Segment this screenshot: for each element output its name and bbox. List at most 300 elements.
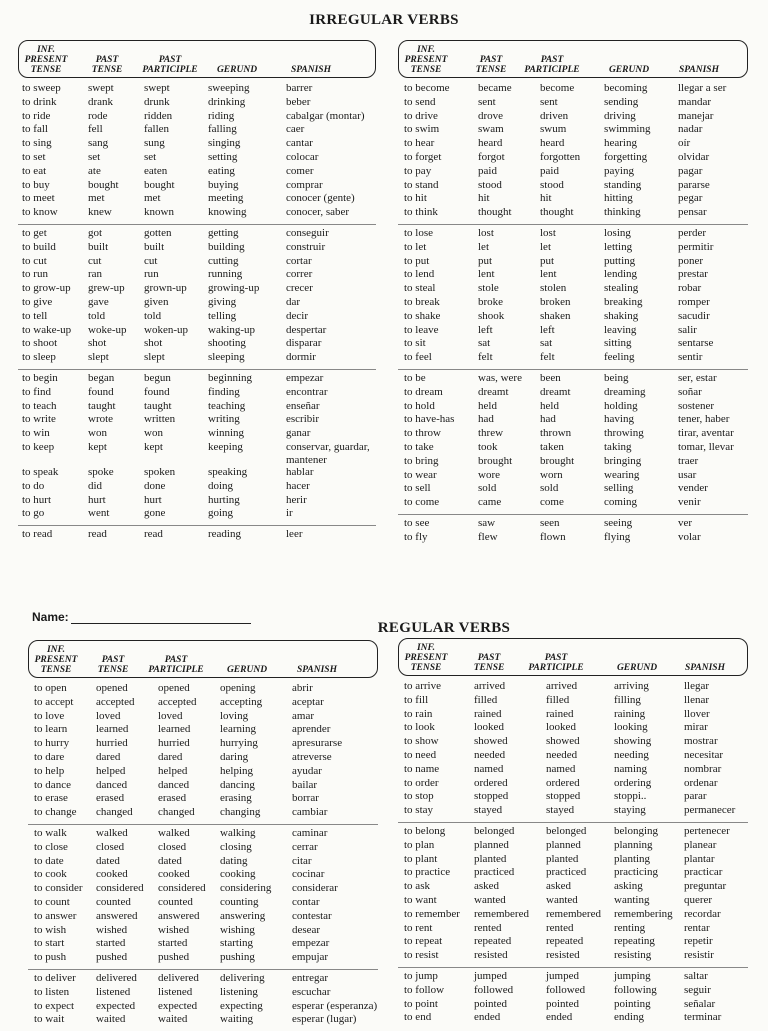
verb-spanish: esperar (esperanza): [292, 999, 378, 1012]
verb-infinitive: to love: [34, 709, 65, 722]
verb-past: was, were: [478, 371, 522, 384]
verb-past: found: [88, 385, 114, 398]
verb-gerund: setting: [208, 150, 238, 163]
verb-row: [18, 179, 376, 193]
verb-gerund: filling: [614, 693, 641, 706]
verb-infinitive: to speak: [22, 465, 59, 478]
verb-past: stayed: [474, 804, 503, 817]
header-inf: INF. PRESENT TENSE: [404, 45, 448, 75]
verb-spanish: empujar: [292, 951, 329, 964]
verb-gerund: breaking: [604, 295, 643, 308]
verb-infinitive: to accept: [34, 695, 74, 708]
verb-spanish: tomar, llevar: [678, 440, 734, 453]
verb-past: ate: [88, 164, 101, 177]
verb-participle: put: [540, 254, 555, 267]
verb-row: [398, 531, 748, 545]
verb-past: followed: [474, 983, 514, 996]
verb-gerund: buying: [208, 178, 239, 191]
verb-infinitive: to remember: [404, 907, 460, 920]
verb-row: [18, 466, 376, 480]
verb-row: [18, 192, 376, 206]
verb-spanish: nadar: [678, 123, 703, 136]
verb-participle: walked: [158, 826, 190, 839]
verb-row: [18, 372, 376, 386]
verb-spanish: llegar: [684, 680, 710, 692]
verb-gerund: drinking: [208, 95, 246, 108]
verb-infinitive: to think: [404, 206, 438, 219]
verb-participle: looked: [546, 721, 576, 734]
verb-groups: [398, 80, 748, 549]
verb-spanish: borrar: [292, 792, 319, 805]
verb-participle: sat: [540, 337, 553, 350]
verb-row: [398, 749, 748, 763]
verb-row: [18, 337, 376, 351]
verb-gerund: expecting: [220, 999, 263, 1012]
verb-group: [18, 80, 376, 225]
verb-row: [398, 455, 748, 469]
verb-participle: thrown: [540, 427, 572, 440]
verb-spanish: resistir: [684, 949, 714, 962]
verb-past: met: [88, 192, 105, 205]
verb-past: shook: [478, 309, 505, 322]
verb-infinitive: to drive: [404, 109, 438, 122]
verb-gerund: showing: [614, 735, 652, 748]
verb-infinitive: to have-has: [404, 413, 455, 426]
verb-spanish: cerrar: [292, 840, 318, 853]
verb-row: [18, 413, 376, 427]
verb-past: sent: [478, 95, 496, 108]
verb-gerund: asking: [614, 880, 643, 893]
verb-past: drank: [88, 95, 114, 108]
verb-row: [28, 1013, 378, 1027]
verb-participle: taken: [540, 440, 564, 453]
verb-participle: thought: [540, 206, 574, 219]
verb-spanish: beber: [286, 95, 311, 108]
verb-spanish: escuchar: [292, 985, 331, 998]
verb-spanish: caminar: [292, 826, 328, 839]
verb-past: lost: [478, 226, 494, 239]
verb-spanish: mirar: [684, 721, 708, 734]
verb-gerund: feeling: [604, 351, 635, 364]
verb-gerund: getting: [208, 226, 239, 239]
header-gerund: GERUND: [608, 65, 650, 75]
verb-infinitive: to show: [404, 735, 439, 748]
verb-participle: stood: [540, 178, 564, 191]
verb-infinitive: to set: [22, 150, 46, 163]
verb-past: hit: [478, 192, 490, 205]
verb-past: hurt: [88, 493, 106, 506]
verb-gerund: bringing: [604, 454, 642, 467]
verb-infinitive: to rain: [404, 707, 433, 720]
verb-gerund: closing: [220, 840, 252, 853]
verb-past: rented: [474, 921, 502, 934]
verb-spanish: cantar: [286, 137, 313, 150]
verb-gerund: daring: [220, 750, 249, 763]
verb-participle: sent: [540, 95, 558, 108]
verb-gerund: leaving: [604, 323, 637, 336]
verb-row: [18, 494, 376, 508]
verb-spanish: terminar: [684, 1011, 722, 1024]
verb-past: planned: [474, 838, 509, 851]
verb-participle: had: [540, 413, 556, 426]
verb-participle: spoken: [144, 465, 176, 478]
verb-gerund: singing: [208, 137, 241, 150]
verb-infinitive: to change: [34, 806, 77, 819]
verb-gerund: waking-up: [208, 323, 256, 336]
verb-row: [28, 937, 378, 951]
verb-participle: stolen: [540, 282, 567, 295]
header-gerund: GERUND: [216, 65, 258, 75]
verb-past: helped: [96, 764, 126, 777]
verb-infinitive: to open: [34, 682, 67, 694]
verb-gerund: cutting: [208, 254, 239, 267]
verb-infinitive: to write: [22, 413, 56, 426]
verb-row: [398, 110, 748, 124]
verb-past: came: [478, 496, 502, 509]
verb-spanish: poner: [678, 254, 704, 267]
verb-participle: rented: [546, 921, 574, 934]
verb-participle: danced: [158, 778, 190, 791]
verb-past: woke-up: [88, 323, 127, 336]
header-gerund: GERUND: [226, 665, 268, 675]
verb-infinitive: to walk: [34, 826, 67, 839]
verb-spanish: cambiar: [292, 806, 328, 819]
verb-gerund: helping: [220, 764, 253, 777]
verb-past: sat: [478, 337, 491, 350]
verb-gerund: letting: [604, 240, 633, 253]
verb-past: brought: [478, 454, 513, 467]
verb-spanish: apresurarse: [292, 737, 343, 750]
verb-gerund: putting: [604, 254, 636, 267]
verb-row: [398, 922, 748, 936]
verb-row: [28, 855, 378, 869]
verb-gerund: waiting: [220, 1013, 253, 1026]
verb-gerund: reading: [208, 528, 241, 541]
verb-group: [398, 678, 748, 823]
verb-gerund: stoppi..: [614, 790, 647, 803]
verb-gerund: knowing: [208, 206, 247, 219]
verb-spanish: pegar: [678, 192, 703, 205]
verb-spanish: conseguir: [286, 226, 329, 239]
verb-gerund: hurrying: [220, 737, 258, 750]
verb-gerund: arriving: [614, 680, 649, 692]
verb-participle: pointed: [546, 997, 579, 1010]
verb-infinitive: to shoot: [22, 337, 58, 350]
verb-spanish: traer: [678, 454, 699, 467]
verb-gerund: paying: [604, 164, 634, 177]
verb-past: went: [88, 507, 110, 520]
verb-gerund: hearing: [604, 137, 637, 150]
verb-group: [398, 968, 748, 1029]
verb-infinitive: to sit: [404, 337, 426, 350]
verb-participle: hit: [540, 192, 552, 205]
verb-row: [28, 710, 378, 724]
verb-row: [398, 192, 748, 206]
verb-participle: taught: [144, 399, 172, 412]
verb-row: [18, 441, 376, 466]
verb-participle: followed: [546, 983, 586, 996]
verb-gerund: delivering: [220, 971, 265, 984]
verb-gerund: pushing: [220, 951, 255, 964]
verb-gerund: hurting: [208, 493, 240, 506]
verb-row: [28, 827, 378, 841]
verb-row: [18, 255, 376, 269]
verb-past: paid: [478, 164, 497, 177]
verb-participle: felt: [540, 351, 555, 364]
verb-spanish: sacudir: [678, 309, 710, 322]
verb-row: [398, 998, 748, 1012]
verb-participle: changed: [158, 806, 195, 819]
verb-infinitive: to listen: [34, 985, 70, 998]
verb-row: [398, 241, 748, 255]
verb-past: read: [88, 528, 107, 541]
verb-gerund: standing: [604, 178, 642, 191]
verb-row: [398, 255, 748, 269]
verb-row: [398, 735, 748, 749]
verb-spanish: salir: [678, 323, 697, 336]
verb-row: [398, 372, 748, 386]
verb-gerund: following: [614, 983, 657, 996]
verb-participle: shot: [144, 337, 163, 350]
verb-spanish: manejar: [678, 109, 714, 122]
verb-gerund: writing: [208, 413, 240, 426]
verb-row: [18, 96, 376, 110]
verb-past: belonged: [474, 824, 515, 837]
verb-past: listened: [96, 985, 131, 998]
verb-past: delivered: [96, 971, 137, 984]
verb-past: left: [478, 323, 493, 336]
verb-infinitive: to bring: [404, 454, 439, 467]
verb-participle: drunk: [144, 95, 170, 108]
verb-spanish: llover: [684, 707, 710, 720]
verb-participle: dreamt: [540, 385, 571, 398]
verb-participle: built: [144, 240, 165, 253]
verb-past: waited: [96, 1013, 126, 1026]
verb-infinitive: to sing: [22, 137, 52, 150]
verb-row: [398, 804, 748, 818]
verb-spanish: tirar, aventar: [678, 427, 734, 440]
verb-spanish: abrir: [292, 682, 313, 694]
verb-participle: accepted: [158, 695, 197, 708]
verb-infinitive: to hit: [404, 192, 427, 205]
verb-infinitive: to ask: [404, 880, 430, 893]
verb-gerund: learning: [220, 723, 257, 736]
verb-gerund: stealing: [604, 282, 639, 295]
verb-spanish: citar: [292, 854, 312, 867]
verb-spanish: saltar: [684, 969, 708, 982]
verb-past: ran: [88, 268, 103, 281]
verb-participle: ended: [546, 1011, 573, 1024]
verb-spanish: correr: [286, 268, 313, 281]
verb-spanish: herir: [286, 493, 307, 506]
verb-row: [398, 386, 748, 400]
verb-past: wrote: [88, 413, 114, 426]
verb-participle: sold: [540, 482, 559, 495]
verb-participle: wanted: [546, 893, 578, 906]
verb-past: dated: [96, 854, 120, 867]
verb-gerund: erasing: [220, 792, 252, 805]
verb-spanish: enseñar: [286, 399, 320, 412]
verb-row: [28, 682, 378, 696]
verb-row: [28, 1000, 378, 1014]
verb-past: loved: [96, 709, 121, 722]
verb-row: [18, 123, 376, 137]
verb-row: [28, 924, 378, 938]
verb-participle: gotten: [144, 226, 172, 239]
verb-participle: listened: [158, 985, 193, 998]
verb-past: spoke: [88, 465, 114, 478]
verb-spanish: permitir: [678, 240, 714, 253]
verb-participle: driven: [540, 109, 569, 122]
verb-past: saw: [478, 516, 496, 529]
verb-infinitive: to meet: [22, 192, 55, 205]
verb-spanish: atreverse: [292, 750, 332, 763]
verb-past: flew: [478, 530, 498, 543]
column-header-box: [398, 638, 748, 676]
verb-row: [398, 296, 748, 310]
verb-past: arrived: [474, 680, 506, 692]
verb-infinitive: to plant: [404, 852, 438, 865]
verb-row: [28, 765, 378, 779]
verb-row: [398, 469, 748, 483]
verb-past: held: [478, 399, 497, 412]
verb-group: [398, 225, 748, 370]
verb-infinitive: to jump: [404, 969, 438, 982]
verb-infinitive: to buy: [22, 178, 50, 191]
verb-participle: done: [144, 479, 166, 492]
verb-row: [398, 324, 748, 338]
verb-participle: opened: [158, 682, 190, 694]
verb-gerund: beginning: [208, 371, 252, 384]
verb-spanish: ordenar: [684, 776, 718, 789]
verb-participle: considered: [158, 882, 206, 895]
verb-gerund: sitting: [604, 337, 632, 350]
verb-past: wished: [96, 923, 128, 936]
verb-row: [18, 324, 376, 338]
verb-group: [18, 526, 376, 546]
verb-row: [398, 206, 748, 220]
verb-spanish: despertar: [286, 323, 327, 336]
verb-participle: sung: [144, 137, 165, 150]
verb-past: needed: [474, 748, 506, 761]
verb-infinitive: to give: [22, 295, 53, 308]
verb-row: [398, 310, 748, 324]
verb-past: pointed: [474, 997, 507, 1010]
verb-participle: arrived: [546, 680, 578, 692]
verb-infinitive: to arrive: [404, 680, 441, 692]
verb-participle: ordered: [546, 776, 580, 789]
verb-past: accepted: [96, 695, 135, 708]
verb-infinitive: to put: [404, 254, 430, 267]
verb-row: [28, 868, 378, 882]
verb-gerund: pointing: [614, 997, 651, 1010]
verb-spanish: preguntar: [684, 880, 727, 893]
verb-infinitive: to hurry: [34, 737, 70, 750]
verb-row: [398, 441, 748, 455]
verb-spanish: mandar: [678, 95, 711, 108]
verb-past: set: [88, 150, 101, 163]
verb-participle: gone: [144, 507, 166, 520]
verb-gerund: hitting: [604, 192, 633, 205]
verb-gerund: becoming: [604, 82, 648, 94]
verb-participle: closed: [158, 840, 187, 853]
header-participle: PAST PARTICIPLE: [142, 55, 198, 75]
verb-gerund: cooking: [220, 868, 256, 881]
verb-row: [398, 482, 748, 496]
verb-row: [398, 680, 748, 694]
verb-spanish: usar: [678, 468, 697, 481]
verb-row: [398, 268, 748, 282]
verb-gerund: raining: [614, 707, 646, 720]
verb-infinitive: to consider: [34, 882, 83, 895]
verb-infinitive: to win: [22, 427, 50, 440]
verb-past: dared: [96, 750, 121, 763]
verb-gerund: staying: [614, 804, 646, 817]
verb-row: [398, 496, 748, 510]
verb-participle: cut: [144, 254, 158, 267]
verb-row: [28, 910, 378, 924]
verb-spanish: decir: [286, 309, 308, 322]
header-inf: INF. PRESENT TENSE: [24, 45, 68, 75]
header-inf: INF. PRESENT TENSE: [404, 643, 448, 673]
verb-infinitive: to fly: [404, 530, 428, 543]
verb-infinitive: to wake-up: [22, 323, 72, 336]
verb-spanish: parar: [684, 790, 707, 803]
verb-participle: started: [158, 937, 188, 950]
verb-past: remembered: [474, 907, 529, 920]
verb-participle: become: [540, 82, 575, 94]
verb-spanish: oír: [678, 137, 691, 150]
verb-infinitive: to learn: [34, 723, 68, 736]
verb-gerund: speaking: [208, 465, 248, 478]
verb-participle: planted: [546, 852, 579, 865]
verb-row: [18, 351, 376, 365]
verb-row: [28, 751, 378, 765]
verb-row: [398, 839, 748, 853]
verb-past: answered: [96, 909, 138, 922]
verb-past: let: [478, 240, 489, 253]
verb-row: [28, 723, 378, 737]
verb-participle: lost: [540, 226, 556, 239]
verb-infinitive: to forget: [404, 150, 442, 163]
verb-row: [28, 737, 378, 751]
header-participle: PAST PARTICIPLE: [148, 655, 204, 675]
verb-past: sang: [88, 137, 109, 150]
verb-past: felt: [478, 351, 493, 364]
verb-row: [398, 1011, 748, 1025]
verb-gerund: teaching: [208, 399, 246, 412]
verb-past: cut: [88, 254, 102, 267]
verb-gerund: lending: [604, 268, 637, 281]
verb-spanish: leer: [286, 528, 303, 541]
verb-infinitive: to let: [404, 240, 427, 253]
verb-infinitive: to come: [404, 496, 440, 509]
verb-row: [398, 151, 748, 165]
verb-spanish: venir: [678, 496, 701, 509]
verb-spanish: pagar: [678, 164, 703, 177]
verb-infinitive: to steal: [404, 282, 436, 295]
verb-group: [398, 80, 748, 225]
verb-participle: jumped: [546, 969, 579, 982]
verb-gerund: shaking: [604, 309, 639, 322]
verb-gerund: taking: [604, 440, 632, 453]
verb-spanish: dar: [286, 295, 301, 308]
verb-row: [28, 696, 378, 710]
verb-past: had: [478, 413, 494, 426]
verb-gerund: swimming: [604, 123, 651, 136]
verb-past: dreamt: [478, 385, 509, 398]
header-spanish: SPANISH: [685, 663, 725, 673]
